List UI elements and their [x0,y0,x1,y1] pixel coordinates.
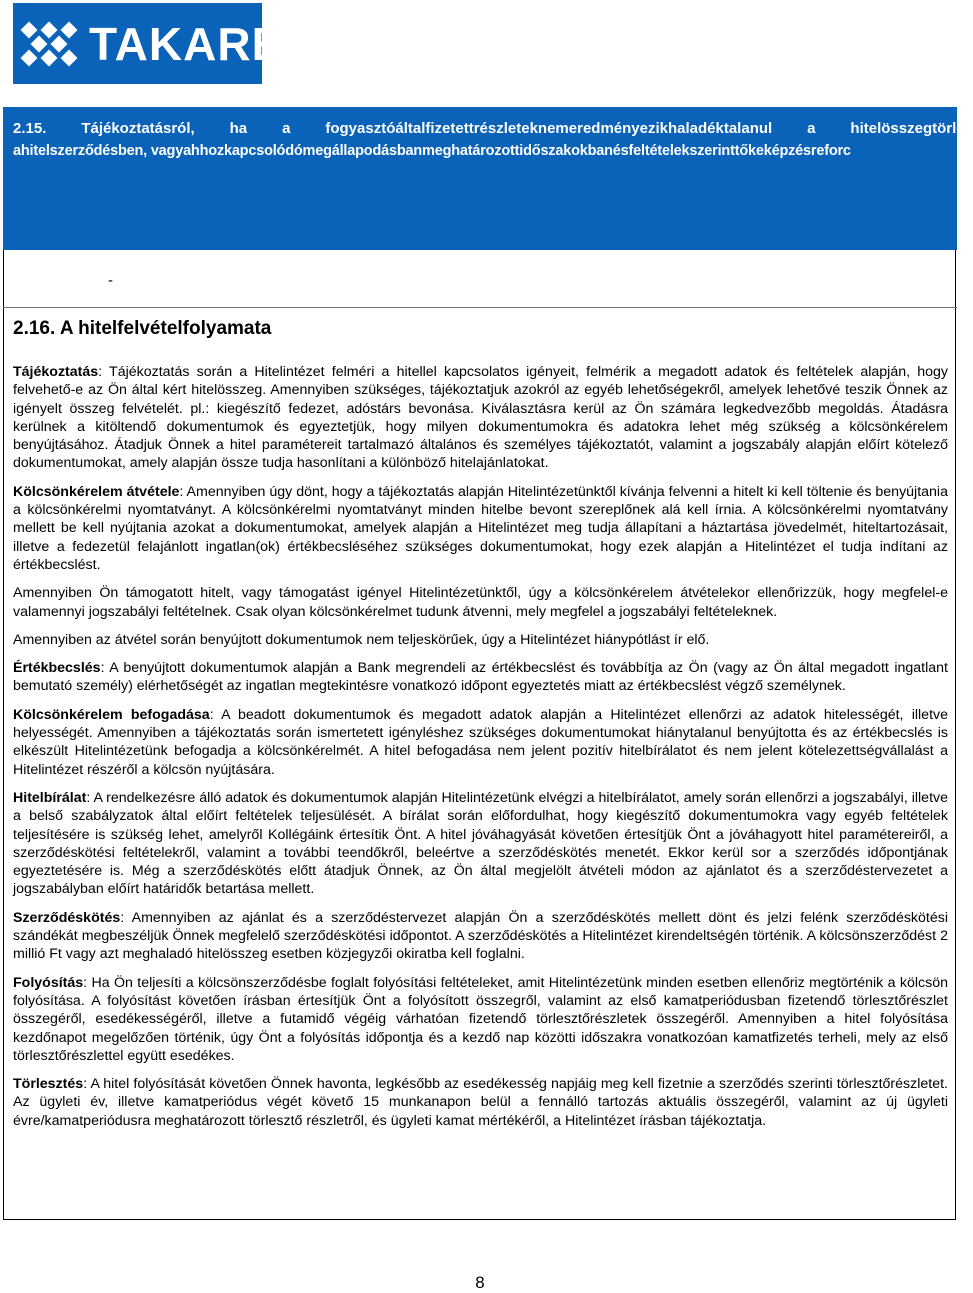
heading-word: Tájékoztatásról, [81,120,195,137]
heading-word: ha [229,120,248,137]
section-2-15-line1 [13,120,973,137]
paragraph-text: A hitel folyósítását követően Önnek havonta, legkésőbb az esedékesség napjáig meg kell fizetnie a szerződés szerinti törlesztőrészletet. Az ügyleti év, illetve kamatperiódus végét követő 15 munkanapon belül a fennálló tartozás aktuális összegéről, valamint az új ügyleti évre/kamatperiódusra meghatározott törlesztő részletről, és ügyleti kamat mértékéről, a Hitelintézet írásban tájékoztatja. [13,1076,948,1129]
paragraph-befogadas [13,706,948,779]
paragraph-tajekoztatas [13,363,948,473]
paragraph-text: Amennyiben az ajánlat és a szerződéstervezet alapján Ön a szerződéskötés mellett dönt és jelzi felénk szerződéskötési szándékát megbeszéljük Önnek megfelelő szerződéskötési időpontot. A szerződéskötés a Hitelintézet kirendeltségén történik. A kölcsönszerződést 2 millió Ft vagy azt meghaladó hitelösszeg esetben közjegyzői okiratba kell foglalni. [13,909,948,963]
paragraph-text: Ha Ön teljesíti a kölcsönszerződésbe foglalt folyósítási feltételeket, amit Hitelintézetünk minden esetben ellenőriz megtörténik a kölcsön folyósítása. A folyósítást követően írásban értesítjük Önt a folyósított összegről, valamint az első kamatperiódusban fizetendő törlesztőrészlet összegéről, esedékességéről, illetve a futamidő végéig várhatóan fizetendő törlesztőrészletek összegéről. Amennyiben a hitel folyósítása kezdőnapot megelőzően történik, úgy Önt a folyósítás időpontja és a kezdő nap közötti időszakra vonatkozóan kamatfizetés terheli, mely az első törlesztőrészlettel együtt esedékes. [13,974,948,1064]
label-separator: : [179,483,187,500]
paragraph-label: Értékbecslés [13,660,101,677]
paragraph-label: Törlesztés [13,1076,84,1093]
heading-word: a [807,120,816,137]
paragraph-text: A beadott dokumentumok és megadott adatok alapján a Hitelintézet ellenőrzi az adatok hitelességét, illetve helyességét. Amennyiben a tájékoztatás során ismertetett igényléshez szükséges dokumentumokat hiánytalanul benyújtotta és az értékbecslés is elkészült Hitelintézetünk befogadja a kölcsönkérelmét. A hitel befogadása nem jelent pozitív hitelbírálatot és nem jelent kötelezettségvállalást a Hitelintézet részéről a kölcsön nyújtására. [13,706,948,778]
paragraph-label: Kölcsönkérelem befogadása [13,706,210,723]
body-text [13,363,948,1140]
label-separator: : [120,909,132,926]
paragraph-text: Tájékoztatás során a Hitelintézet felméri a hitellel kapcsolatos igényeit, felmérik a megadott adatok és feltételek alapján, hogy felvehető-e az Ön által kért hitelösszeg. Amennyiben szükséges, tájékoztatjuk azokról az egyéb lehetőségekről, amelyek lehetővé teszik Önnek az igényelt összeg felvételét. pl.: kiegészítő fedezet, adóstárs bevonása. Kiválasztásra kerül az Ön számára legkedvezőbb megoldás. Átadásra kerülnek a kitöltendő dokumentumok és egyeztetjük, hogy milyen dokumentumokra és adatokra lehet még szükség a kölcsönkérelem benyújtásához. Átadjuk Önnek a hitel paramétereit tartalmazó általános és személyes tájékoztatót, valamint a jogszabály alapján előírt kötelező dokumentumokat, amely alapján össze tudja hasonlítani a különböző hitelajánlatokat. [13,364,948,472]
label-separator: : [98,364,110,380]
paragraph-label: Folyósítás [13,974,84,991]
paragraph-torlesztes [13,1075,948,1130]
label-separator: : [100,660,110,677]
heading-word: hitelösszegtörles [850,120,973,137]
heading-word: fogyasztóáltalfizetettrészleteknemeredményezikhaladéktalanul [325,120,773,137]
divider [3,307,957,308]
paragraph-label: Kölcsönkérelem átvétele [13,483,180,500]
paragraph-hianypotlas [13,631,948,649]
paragraph-text: Amennyiben az átvétel során benyújtott dokumentumok nem teljeskörűek, úgy a Hitelintézet hiánypótlást ír elő. [13,631,710,648]
paragraph-label: Tájékoztatás [13,364,99,380]
list-dash: - [108,272,113,289]
label-separator: : [86,789,94,806]
label-separator: : [209,706,222,723]
section-2-15-number: 2.15. [13,120,47,137]
paragraph-ertekbecsles [13,659,948,696]
paragraph-text: Amennyiben Ön támogatott hitelt, vagy támogatást igényel Hitelintézetünktől, úgy a kölcsönkérelem átvételekor ellenőrizzük, hogy megfelel-e valamennyi jogszabályi feltételnek. Csak olyan kölcsönkérelmet tudunk átvenni, mely megfelel a jogszabályi feltételeknek. [13,585,948,620]
paragraph-label: Szerződéskötés [13,909,121,926]
label-separator: : [83,974,92,991]
takarek-logo [13,3,318,84]
paragraph-hitelbiralat [13,789,948,899]
section-title: 2.16. A hitelfelvételfolyamata [13,318,272,339]
paragraph-text: A rendelkezésre álló adatok és dokumentumok alapján Hitelintézetünk elvégzi a hitelbírálatot, amely során ellenőrzi a jogszabályi, illetve a belső szabályzatok által előírt feltételek teljesülését. A bírálat során előfordulhat, hogy kiegészítő dokumentumokra vagy egyéb feltételek teljesítésére is szükség lehet, amelyről Kollégáink értesítik Önt. A hitel jóváhagyását követően értesítjük Önt a jóváhagyott hitel paramétereiről, a szerződéskötési feltételekről, valamint a további teendőkről, beleértve a szerződéskötés menetét. Ekkor kerül sor a szerződés időpontjának egyeztetésére is. Még a szerződéskötés előtt átadjuk Önnek, az Ön által megjelölt átvételi módon az ajánlatot és a szerződéstervezetet a jogszabályban előírt határidők betartása mellett. [13,789,948,898]
logo-text: TAKARÉK [89,17,318,70]
paragraph-folyositas [13,974,948,1065]
section-2-15-line2: ahitelszerződésben, vagyahhozkapcsolódómegállapodásbanmeghatározottidőszakokbanésfeltételekszerinttőkeképzésreforc [13,143,851,159]
paragraph-label: Hitelbírálat [13,789,87,806]
paragraph-text: Amennyiben úgy dönt, hogy a tájékoztatás alapján Hitelintézetünktől kívánja felvenni a hitelt ki kell töltenie és benyújtania a kölcsönkérelmi nyomtatványt. A kölcsönkérelmi nyomtatványt minden hitelbe bevont szereplőnek alá kell írnia. A kölcsönkérelmi nyomtatvány mellett be kell nyújtania azokat a dokumentumokat, amelyek alapján a Hitelintézet meg tudja állapítani a háztartása jövedelmét, hiteltartozásait, illetve a fedezetül felajánlott ingatlan(ok) értékbecsléséhez szükséges dokumentumokat, hogy ezek alapján a Hitelintézet el tudja indítani az értékbecslést. [13,483,948,573]
paragraph-kolcsonkerelem-atvetele [13,483,948,574]
page-number: 8 [475,1273,485,1292]
label-separator: : [83,1076,91,1093]
section-2-15-header [3,107,973,250]
paragraph-text: A benyújtott dokumentumok alapján a Bank megrendeli az értékbecslést és továbbítja az Ön (vagy az Ön által megadott ingatlant bemutató személy) elérhetőségét az ingatlan megtekintésre vonatkozó időpont egyeztetés miatt az értékbecslést végző személynek. [13,660,948,695]
paragraph-szerzodeskotes [13,909,948,964]
logo-mark-icon [21,22,83,66]
paragraph-tamogatott-hitel [13,584,948,621]
heading-word: a [282,120,291,137]
